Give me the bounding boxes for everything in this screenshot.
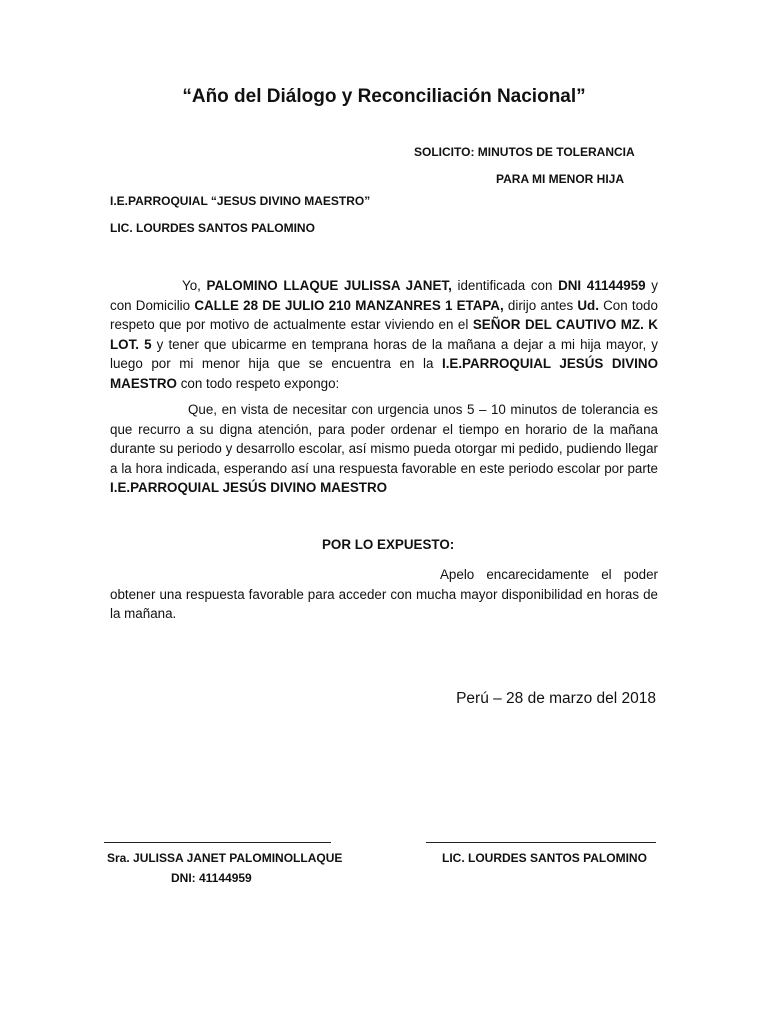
addressee-institution: I.E.PARROQUIAL “JESUS DIVINO MAESTRO” bbox=[110, 194, 371, 208]
signer-left-name: Sra. JULISSA JANET PALOMINOLLAQUE bbox=[107, 851, 343, 865]
intro-ud: Ud. bbox=[577, 297, 599, 313]
paragraph-request bbox=[110, 400, 658, 498]
signer-left-dni: DNI: 41144959 bbox=[171, 871, 252, 885]
paragraph-closing bbox=[110, 565, 658, 624]
motto-heading: “Año del Diálogo y Reconciliación Nacional” bbox=[182, 86, 586, 107]
request-text: Que, en vista de necesitar con urgencia unos 5 – 10 minutos de tolerancia es que recurro a su digna atención, para poder ordenar el tiempo en horario de la mañana durante su periodo y desarrollo escolar, así mismo pueda otorgar mi pedido, pudiendo llegar a la hora indicada, esperando así una respuesta favorable en este periodo escolar por parte bbox=[110, 402, 658, 476]
closing-text: Apelo encarecidamente el poder obtener una respuesta favorable para acceder con mucha mayor disponibilidad en horas de la mañana. bbox=[110, 567, 658, 622]
intro-text-3: dirijo antes bbox=[507, 297, 574, 313]
place-date: Perú – 28 de marzo del 2018 bbox=[456, 690, 656, 707]
intro-text-4: Con todo respeto que por motivo de actualmente estar viviendo en el bbox=[110, 297, 658, 333]
request-subject-line1: SOLICITO: MINUTOS DE TOLERANCIA bbox=[414, 145, 635, 159]
intro-school-name: I.E.PARROQUIAL JESÚS DIVINO MAESTRO bbox=[110, 356, 658, 391]
intro-text-6: con todo respeto expongo: bbox=[180, 375, 340, 391]
closing-heading: POR LO EXPUESTO: bbox=[322, 537, 455, 552]
applicant-address: CALLE 28 DE JULIO 210 MANZANRES 1 ETAPA, bbox=[194, 297, 504, 313]
applicant-name: PALOMINO LLAQUE JULISSA JANET, bbox=[206, 278, 452, 293]
signature-line-left bbox=[104, 842, 331, 843]
request-subject-line2: PARA MI MENOR HIJA bbox=[496, 172, 625, 186]
intro-text-5: y tener que ubicarme en temprana horas de la mañana a dejar a mi hija mayor, y luego por mi menor hija que se encuentra en la bbox=[110, 336, 658, 372]
intro-yo: Yo, bbox=[182, 278, 201, 293]
signer-right-name: LIC. LOURDES SANTOS PALOMINO bbox=[442, 851, 647, 865]
applicant-dni: DNI 41144959 bbox=[558, 278, 646, 293]
paragraph-introduction bbox=[110, 276, 658, 394]
signature-line-right bbox=[426, 842, 656, 843]
intro-text-1: identificada con bbox=[457, 278, 553, 293]
intro-text-2: y con Domicilio bbox=[110, 278, 658, 313]
residence-place: SEÑOR DEL CAUTIVO MZ. K LOT. 5 bbox=[110, 317, 658, 352]
addressee-director: LIC. LOURDES SANTOS PALOMINO bbox=[110, 221, 315, 235]
request-school-name: I.E.PARROQUIAL JESÚS DIVINO MAESTRO bbox=[110, 480, 388, 496]
